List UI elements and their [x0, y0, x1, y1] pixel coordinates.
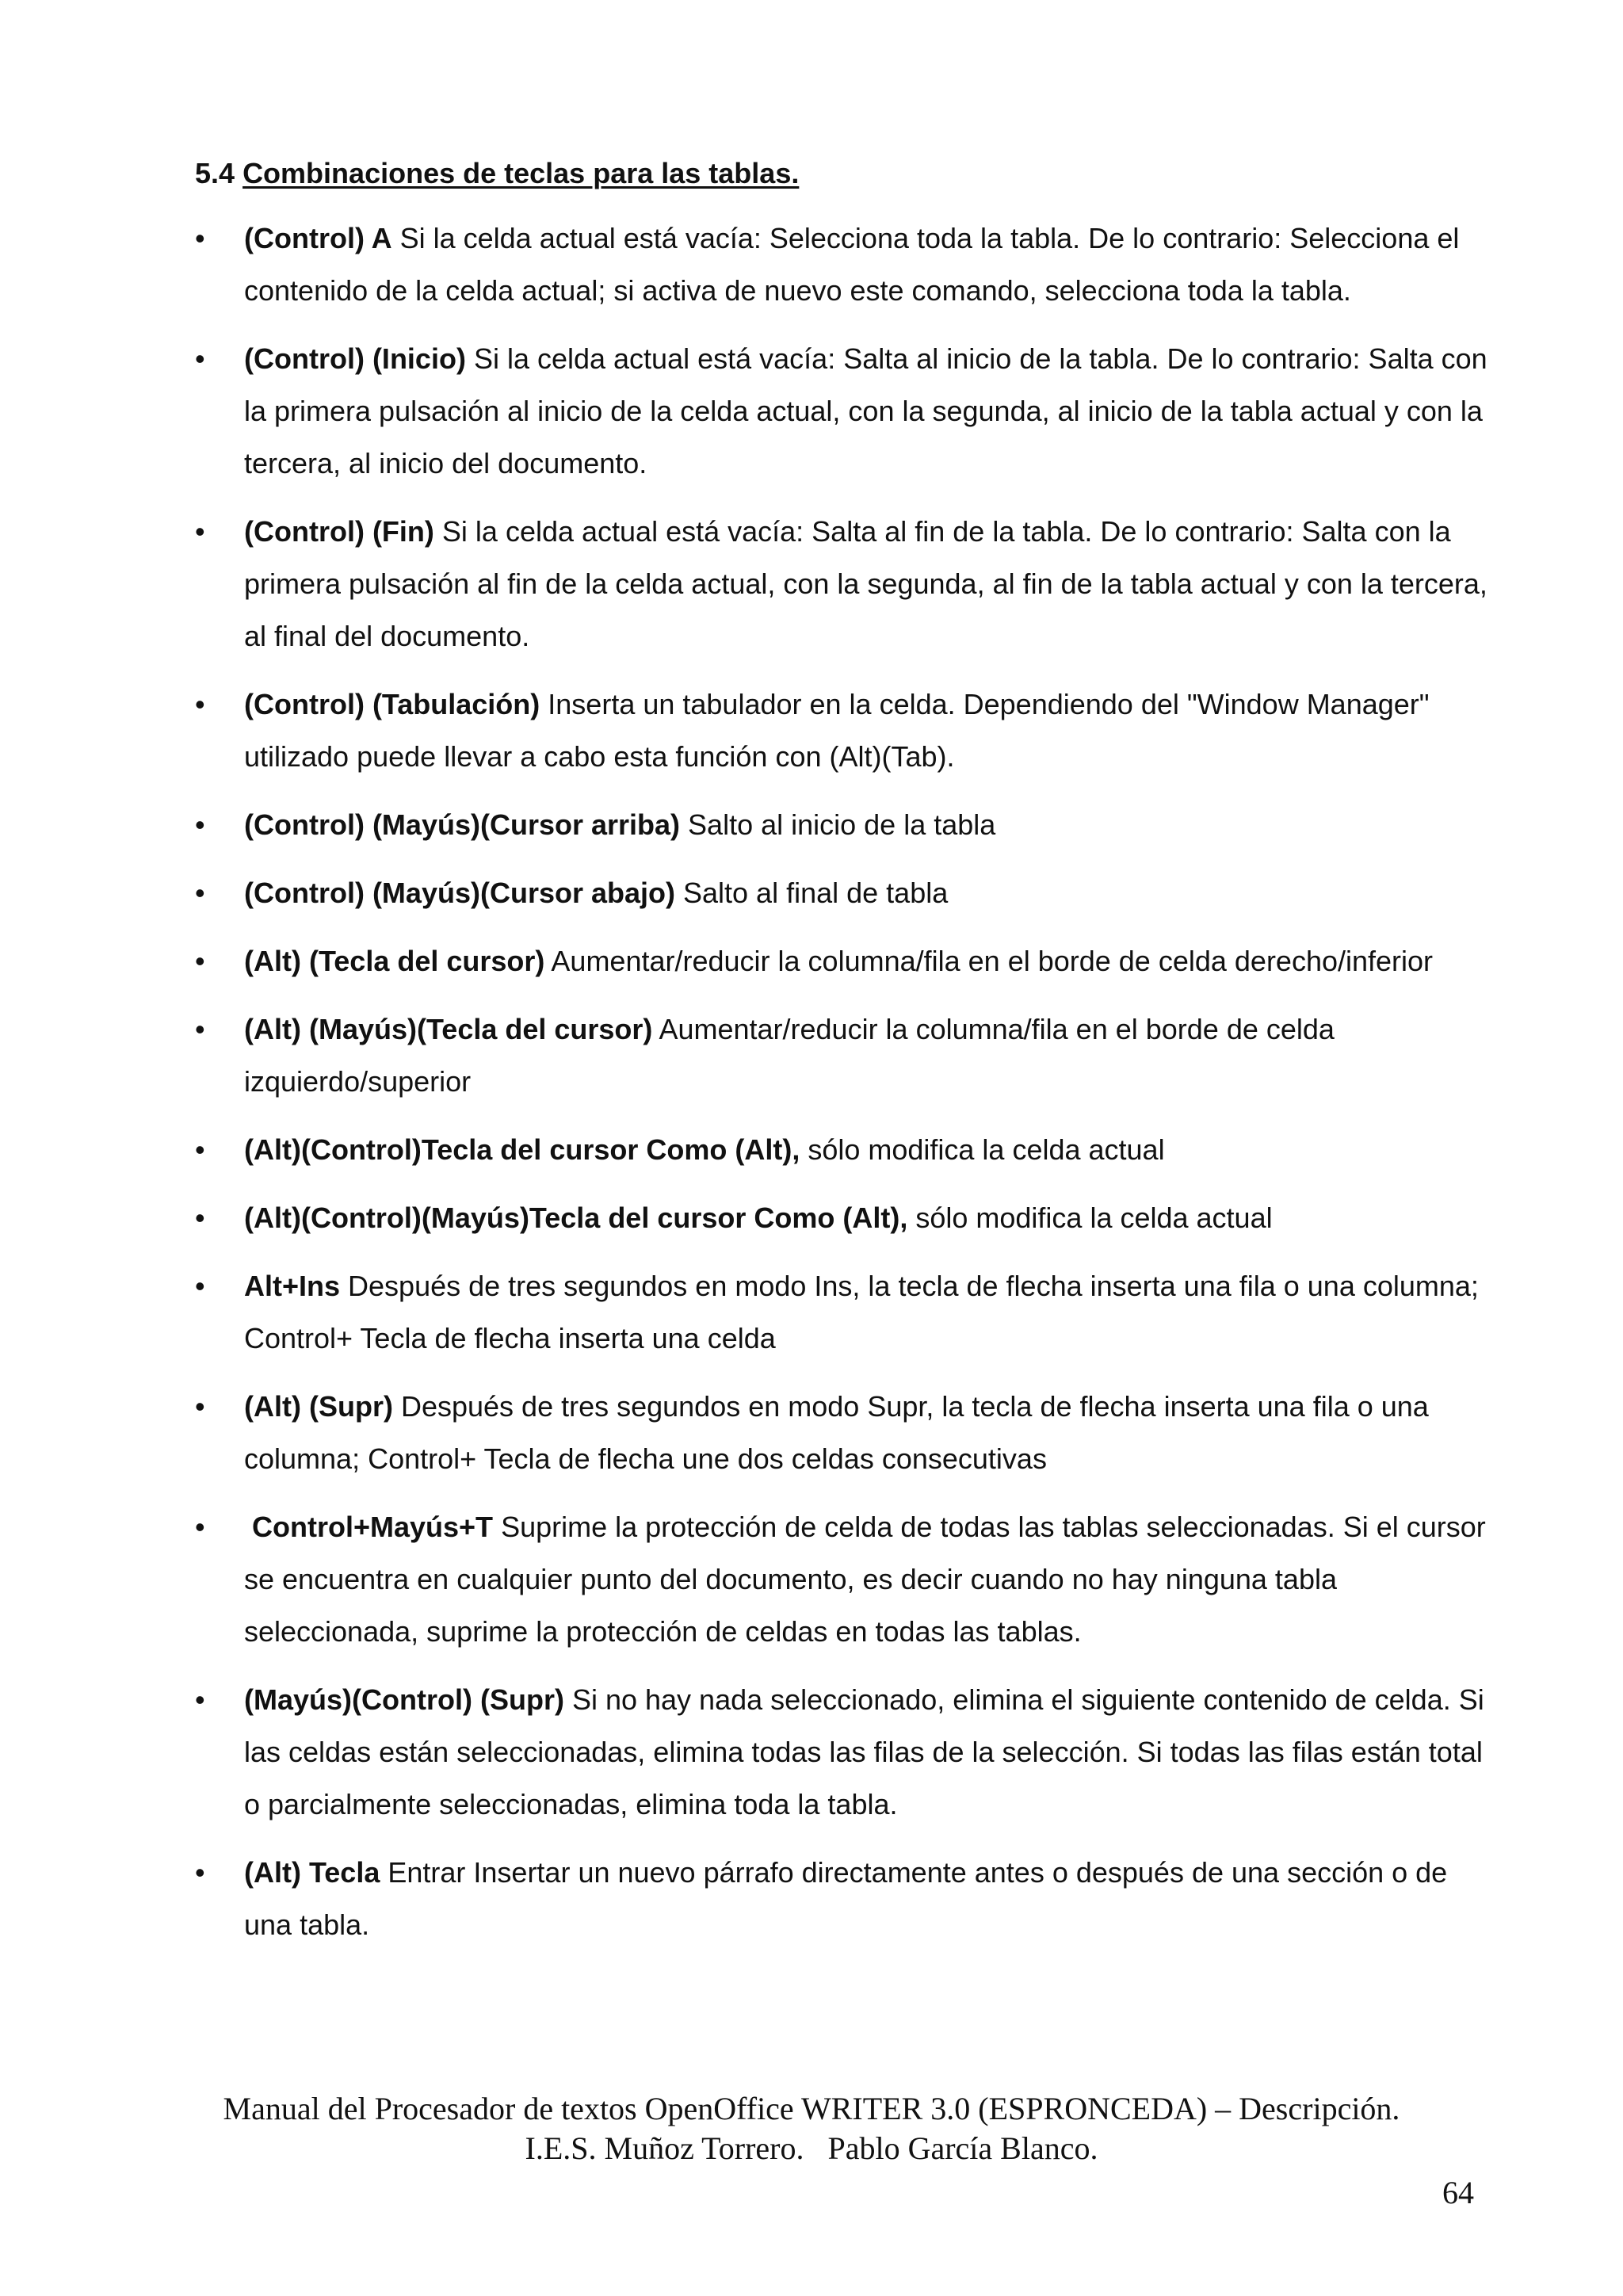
shortcut-description: Si la celda actual está vacía: Selecciona toda la tabla. De lo contrario: Selecciona el contenido de la celda actual; si activa de nuevo este comando, selecciona toda la tabla. — [244, 222, 1460, 307]
list-item — [195, 1847, 1495, 1951]
list-item — [195, 1260, 1495, 1365]
shortcut-key: (Control) A — [244, 222, 392, 254]
shortcut-key: (Alt)(Control)Tecla del cursor Como (Alt), — [244, 1133, 800, 1166]
shortcut-key: (Alt) (Supr) — [244, 1390, 393, 1423]
shortcut-key: (Alt)(Control)(Mayús)Tecla del cursor Como (Alt), — [244, 1201, 908, 1234]
shortcut-description: sólo modifica la celda actual — [907, 1201, 1273, 1234]
shortcut-list — [195, 212, 1495, 1967]
shortcut-description: Después de tres segundos en modo Ins, la tecla de flecha inserta una fila o una columna; Control+ Tecla de flecha inserta una celda — [244, 1270, 1479, 1354]
shortcut-description: Aumentar/reducir la columna/fila en el borde de celda izquierdo/superior — [244, 1013, 1335, 1098]
bullet-icon: • — [195, 1390, 205, 1423]
footer-line-title: Manual del Procesador de textos OpenOffice WRITER 3.0 (ESPRONCEDA) – Descripción. — [223, 2091, 1400, 2126]
list-item — [195, 212, 1495, 317]
shortcut-key: (Alt) Tecla — [244, 1856, 380, 1889]
bullet-icon: • — [195, 222, 205, 254]
shortcut-key: (Alt) (Tecla del cursor) — [244, 945, 545, 977]
bullet-icon: • — [195, 1133, 205, 1166]
list-item — [195, 506, 1495, 663]
bullet-icon: • — [195, 1511, 205, 1543]
bullet-icon: • — [195, 1856, 205, 1889]
bullet-icon: • — [195, 1201, 205, 1234]
list-item — [195, 799, 1495, 851]
shortcut-description: Inserta un tabulador en la celda. Dependiendo del "Window Manager" utilizado puede llevar a cabo esta función con (Alt)(Tab). — [244, 688, 1430, 773]
shortcut-description: Suprime la protección de celda de todas las tablas seleccionadas. Si el cursor se encuentra en cualquier punto del documento, es decir cuando no hay ninguna tabla seleccionada, suprime la protección de celdas en todas las tablas. — [244, 1511, 1486, 1648]
shortcut-key: (Control) (Mayús)(Cursor arriba) — [244, 808, 681, 841]
section-heading — [195, 155, 799, 192]
shortcut-key: (Mayús)(Control) (Supr) — [244, 1683, 564, 1716]
page-footer — [0, 2089, 1623, 2168]
list-item — [195, 333, 1495, 490]
bullet-icon: • — [195, 945, 205, 977]
shortcut-key: Control+Mayús+T — [244, 1511, 494, 1543]
bullet-icon: • — [195, 877, 205, 909]
shortcut-description: Si la celda actual está vacía: Salta al inicio de la tabla. De lo contrario: Salta con la primera pulsación al inicio de la celda actual, con la segunda, al inicio de la tabla actual y con la tercera, al inicio del documento. — [244, 342, 1487, 479]
page-number: 64 — [1442, 2175, 1474, 2210]
shortcut-description: Entrar Insertar un nuevo párrafo directamente antes o después de una sección o de una tabla. — [244, 1856, 1448, 1941]
list-item — [195, 1192, 1495, 1244]
shortcut-key: (Control) (Inicio) — [244, 342, 466, 375]
shortcut-key: Alt+Ins — [244, 1270, 341, 1302]
list-item — [195, 1124, 1495, 1176]
shortcut-key: (Control) (Mayús)(Cursor abajo) — [244, 877, 675, 909]
bullet-icon: • — [195, 1270, 205, 1302]
shortcut-description: Salto al final de tabla — [675, 877, 949, 909]
shortcut-description: Si no hay nada seleccionado, elimina el siguiente contenido de celda. Si las celdas están seleccionadas, elimina todas las filas de la selección. Si todas las filas están total o parcialmente seleccionadas, elimina toda la tabla. — [244, 1683, 1484, 1820]
bullet-icon: • — [195, 1013, 205, 1045]
bullet-icon: • — [195, 1683, 205, 1716]
list-item — [195, 1003, 1495, 1108]
list-item — [195, 678, 1495, 783]
shortcut-key: (Control) (Fin) — [244, 515, 434, 548]
bullet-icon: • — [195, 808, 205, 841]
list-item — [195, 1674, 1495, 1831]
shortcut-description: sólo modifica la celda actual — [800, 1133, 1165, 1166]
list-item — [195, 1501, 1495, 1658]
shortcut-key: (Control) (Tabulación) — [244, 688, 540, 720]
shortcut-description: Salto al inicio de la tabla — [680, 808, 996, 841]
list-item — [195, 867, 1495, 919]
shortcut-key: (Alt) (Mayús)(Tecla del cursor) — [244, 1013, 653, 1045]
footer-line-author: I.E.S. Muñoz Torrero. Pablo García Blanco. — [525, 2130, 1098, 2166]
list-item — [195, 935, 1495, 988]
bullet-icon: • — [195, 515, 205, 548]
shortcut-description: Aumentar/reducir la columna/fila en el borde de celda derecho/inferior — [544, 945, 1434, 977]
shortcut-description: Si la celda actual está vacía: Salta al fin de la tabla. De lo contrario: Salta con la primera pulsación al fin de la celda actual, con la segunda, al fin de la tabla actual y con la tercera, al final del documento. — [244, 515, 1487, 652]
list-item — [195, 1381, 1495, 1485]
section-number: 5.4 — [195, 157, 235, 189]
section-title: Combinaciones de teclas para las tablas. — [242, 157, 800, 189]
bullet-icon: • — [195, 688, 205, 720]
shortcut-description: Después de tres segundos en modo Supr, la tecla de flecha inserta una fila o una columna; Control+ Tecla de flecha une dos celdas consecutivas — [244, 1390, 1429, 1475]
bullet-icon: • — [195, 342, 205, 375]
